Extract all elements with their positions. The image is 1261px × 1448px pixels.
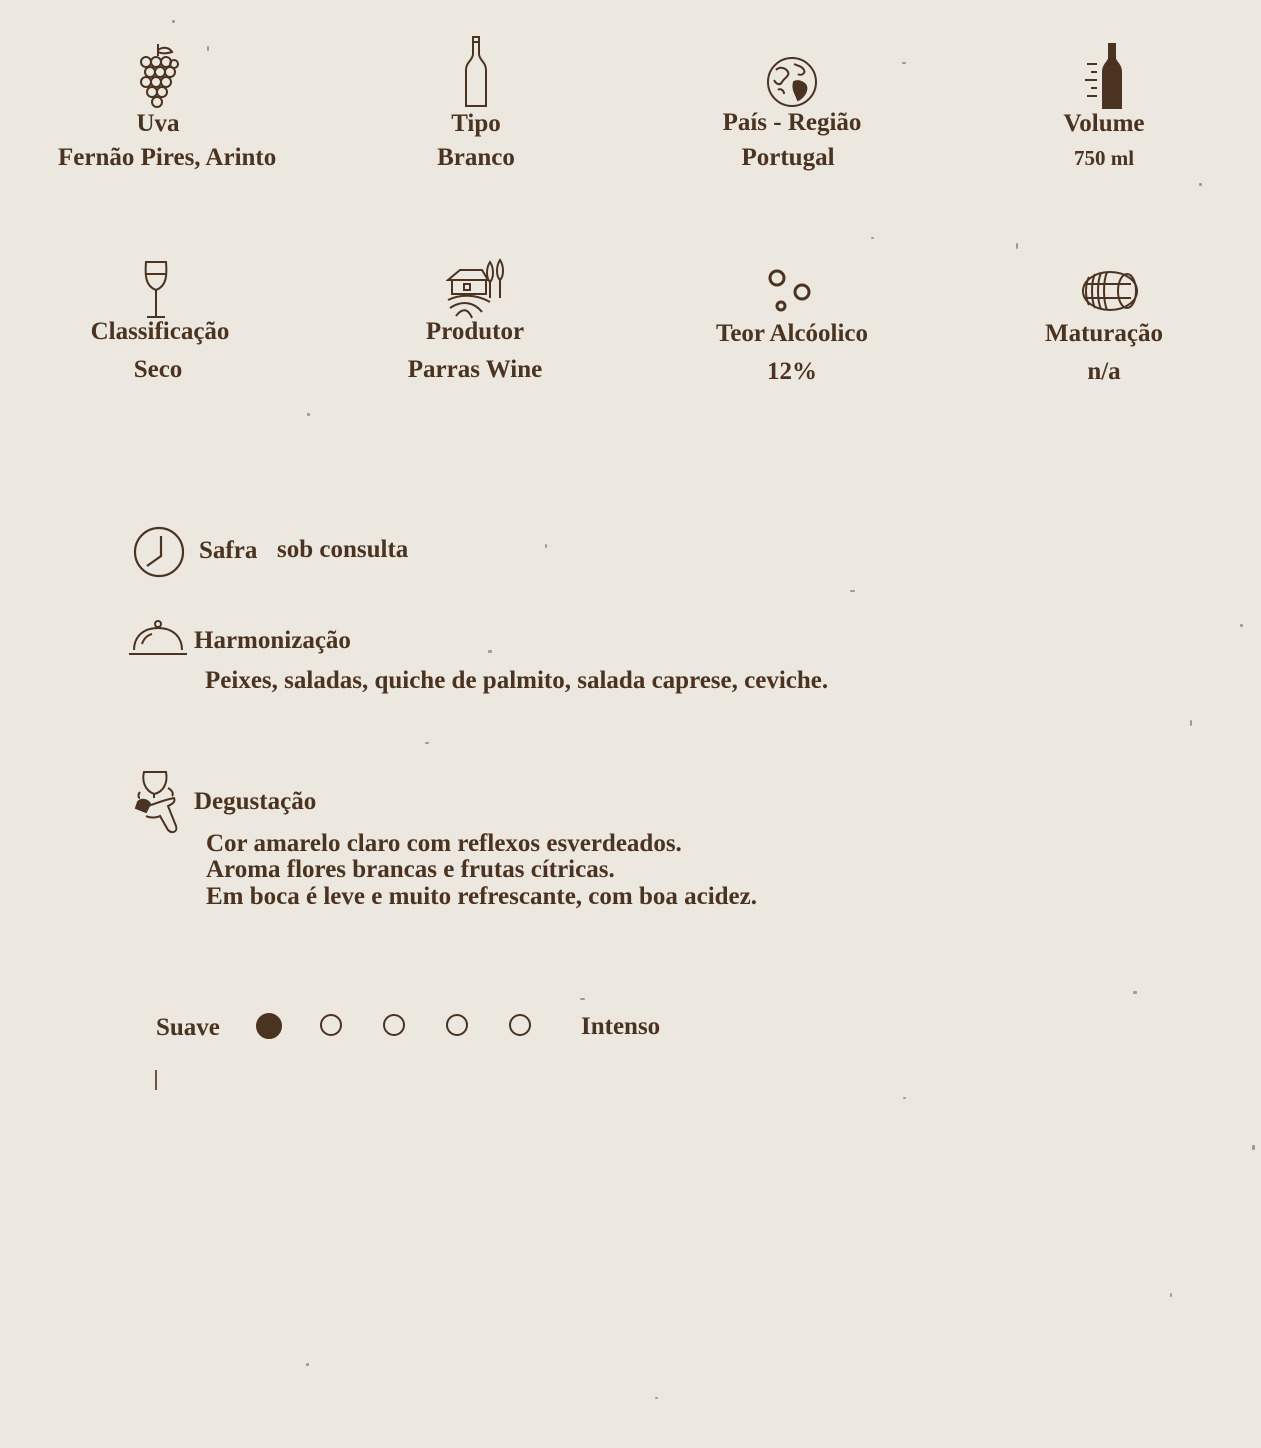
- spec-pais-label: País - Região: [722, 109, 862, 136]
- degustacao-line-3: Em boca é leve e muito refrescante, com boa acidez.: [206, 883, 758, 910]
- spec-classificacao-value: Seco: [133, 356, 183, 383]
- safra-label: Safra: [199, 537, 258, 564]
- clock-icon: [133, 526, 185, 578]
- spec-maturacao-value: n/a: [1087, 358, 1121, 385]
- spec-produtor-label: Produtor: [425, 318, 525, 345]
- barrel-icon: [1081, 270, 1139, 312]
- spec-uva-value: Fernão Pires, Arinto: [58, 144, 277, 171]
- bottle-outline-icon: [464, 36, 488, 108]
- spec-volume-label: Volume: [1063, 110, 1145, 137]
- bottle-volume-icon: [1083, 42, 1129, 110]
- spec-teor-value: 12%: [767, 358, 817, 385]
- spec-uva-label: Uva: [136, 110, 180, 137]
- bubbles-icon: [767, 268, 813, 314]
- intensity-dot-4: [446, 1014, 468, 1036]
- intensity-dot-3: [383, 1014, 405, 1036]
- degustacao-line-2: Aroma flores brancas e frutas cítricas.: [206, 856, 615, 883]
- intensity-max-label: Intenso: [581, 1013, 661, 1040]
- winery-icon: [446, 258, 510, 320]
- intensity-dot-2: [320, 1014, 342, 1036]
- wine-glass-icon: [143, 260, 169, 320]
- globe-icon: [766, 56, 818, 108]
- safra-value: sob consulta: [277, 536, 409, 563]
- spec-tipo-label: Tipo: [451, 110, 501, 137]
- spec-volume-value: 750 ml: [1073, 146, 1135, 170]
- spec-classificacao-label: Classificação: [90, 318, 230, 345]
- intensity-dot-5: [509, 1014, 531, 1036]
- spec-produtor-value: Parras Wine: [407, 356, 543, 383]
- tasting-glass-icon: [134, 768, 182, 836]
- degustacao-line-1: Cor amarelo claro com reflexos esverdeados.: [206, 830, 682, 857]
- cloche-icon: [128, 618, 188, 658]
- spec-pais-value: Portugal: [741, 144, 835, 171]
- spec-maturacao-label: Maturação: [1044, 320, 1164, 347]
- grape-icon: [136, 42, 180, 108]
- degustacao-title: Degustação: [194, 788, 317, 815]
- text-cursor-mark: [155, 1070, 157, 1090]
- intensity-min-label: Suave: [156, 1014, 220, 1041]
- spec-teor-label: Teor Alcóolico: [715, 320, 869, 347]
- harmonizacao-title: Harmonização: [194, 627, 351, 654]
- spec-tipo-value: Branco: [437, 144, 515, 171]
- harmonizacao-text: Peixes, saladas, quiche de palmito, salada caprese, ceviche.: [205, 667, 829, 694]
- intensity-dot-1: [256, 1013, 282, 1039]
